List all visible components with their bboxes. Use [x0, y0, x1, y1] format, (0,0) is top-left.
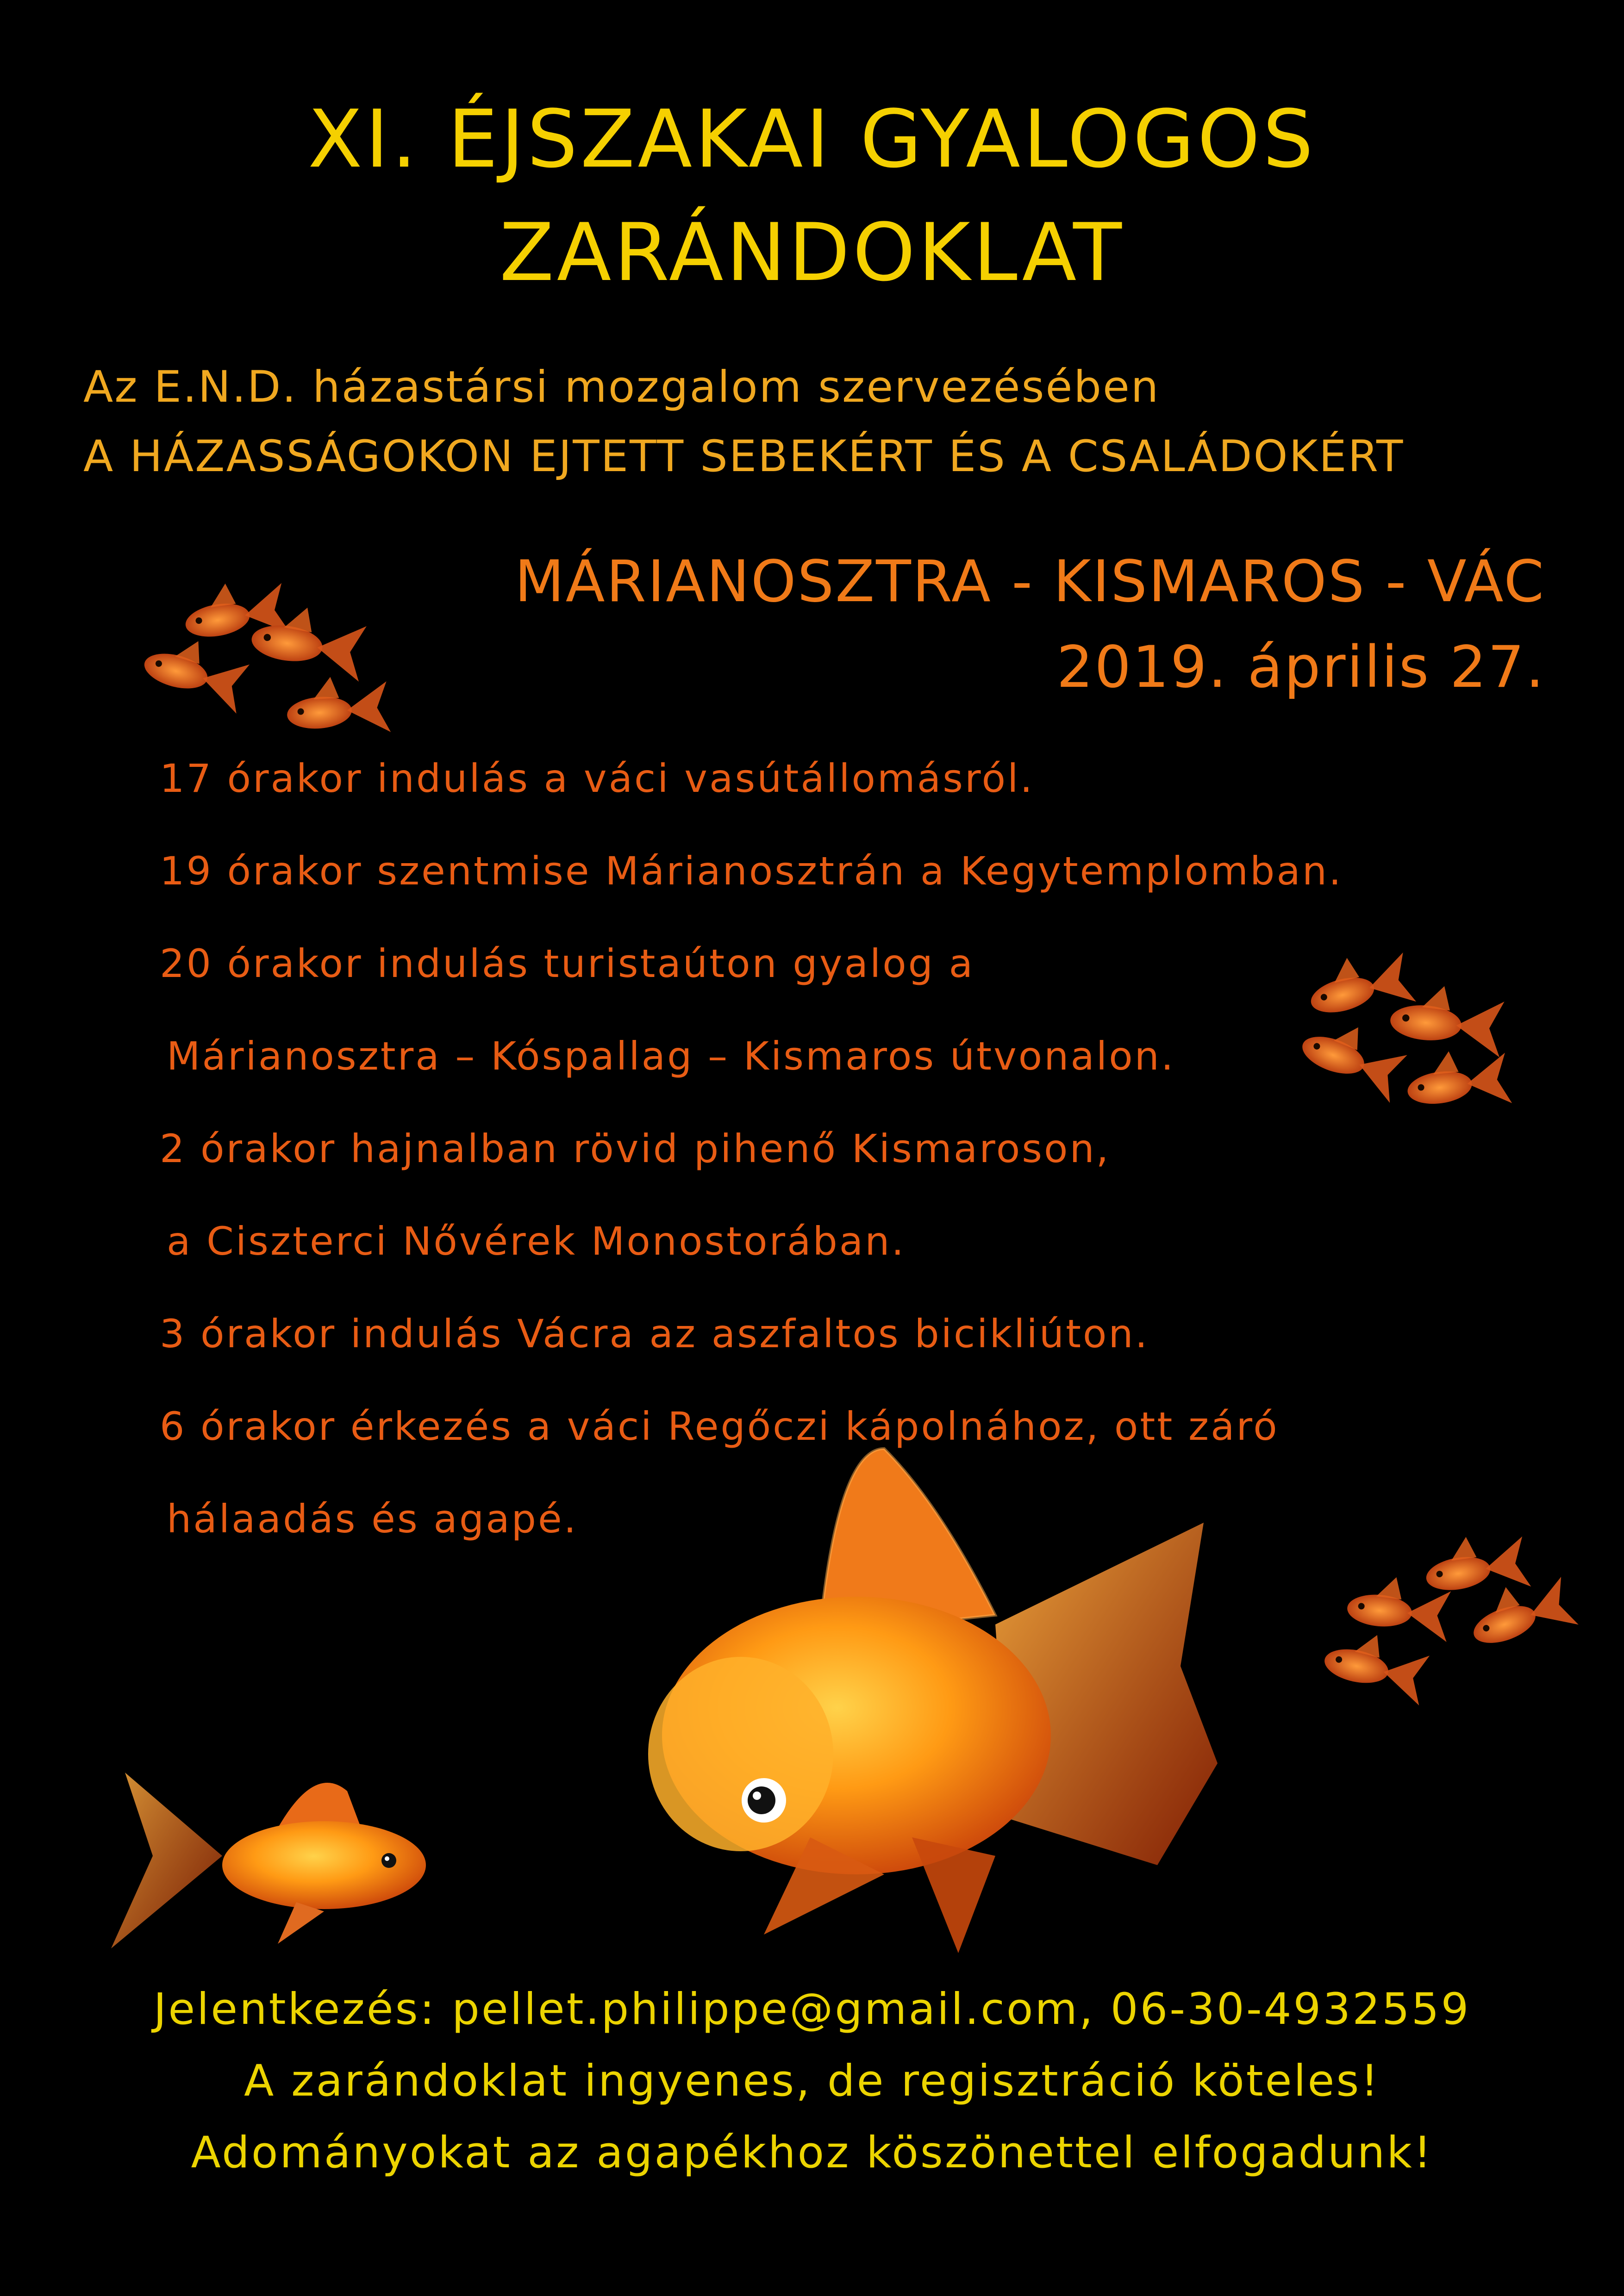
page-title-line2: ZARÁNDOKLAT [499, 206, 1125, 299]
page-title-line1: XI. ÉJSZAKAI GYALOGOS [308, 93, 1316, 186]
program-item: 19 órakor szentmise Márianosztrán a Kegytemplomban. [160, 848, 1343, 894]
program-item: 6 órakor érkezés a váci Regőczi kápolnához, ott záró [160, 1404, 1279, 1449]
intention-line: A HÁZASSÁGOKON EJTETT SEBEKÉRT ÉS A CSALÁDOKÉRT [83, 431, 1405, 482]
donation-note: Adományokat az agapékhoz köszönettel elfogadunk! [191, 2128, 1433, 2178]
goldfish-lower-left [111, 1773, 426, 1948]
program-item: 17 órakor indulás a váci vasútállomásról. [160, 756, 1035, 801]
program-item: Márianosztra – Kóspallag – Kismaros útvonalon. [167, 1033, 1175, 1079]
program-item: 20 órakor indulás turistaúton gyalog a [160, 941, 975, 986]
small-fish-school-upper-left [138, 574, 391, 741]
organizer-line: Az E.N.D. házastársi mozgalom szervezésében [83, 362, 1160, 412]
registration-contact: Jelentkezés: pellet.philippe@gmail.com, 06-30-4932559 [153, 1984, 1471, 2035]
goldfish-large-center [648, 1449, 1218, 1953]
program-item: hálaadás és agapé. [167, 1496, 578, 1542]
program-item: 3 órakor indulás Vácra az aszfaltos bicikliúton. [160, 1311, 1149, 1356]
small-fish-school-right-lower [1319, 1527, 1579, 1705]
route-places: MÁRIANOSZTRA - KISMAROS - VÁC [514, 548, 1545, 615]
small-fish-school-right-middle [1294, 944, 1512, 1117]
program-item: a Ciszterci Nővérek Monostorában. [167, 1219, 906, 1264]
program-item: 2 órakor hajnalban rövid pihenő Kismaroson, [160, 1126, 1111, 1171]
free-note: A zarándoklat ingyenes, de regisztráció köteles! [244, 2056, 1380, 2106]
event-date: 2019. április 27. [1056, 634, 1545, 701]
